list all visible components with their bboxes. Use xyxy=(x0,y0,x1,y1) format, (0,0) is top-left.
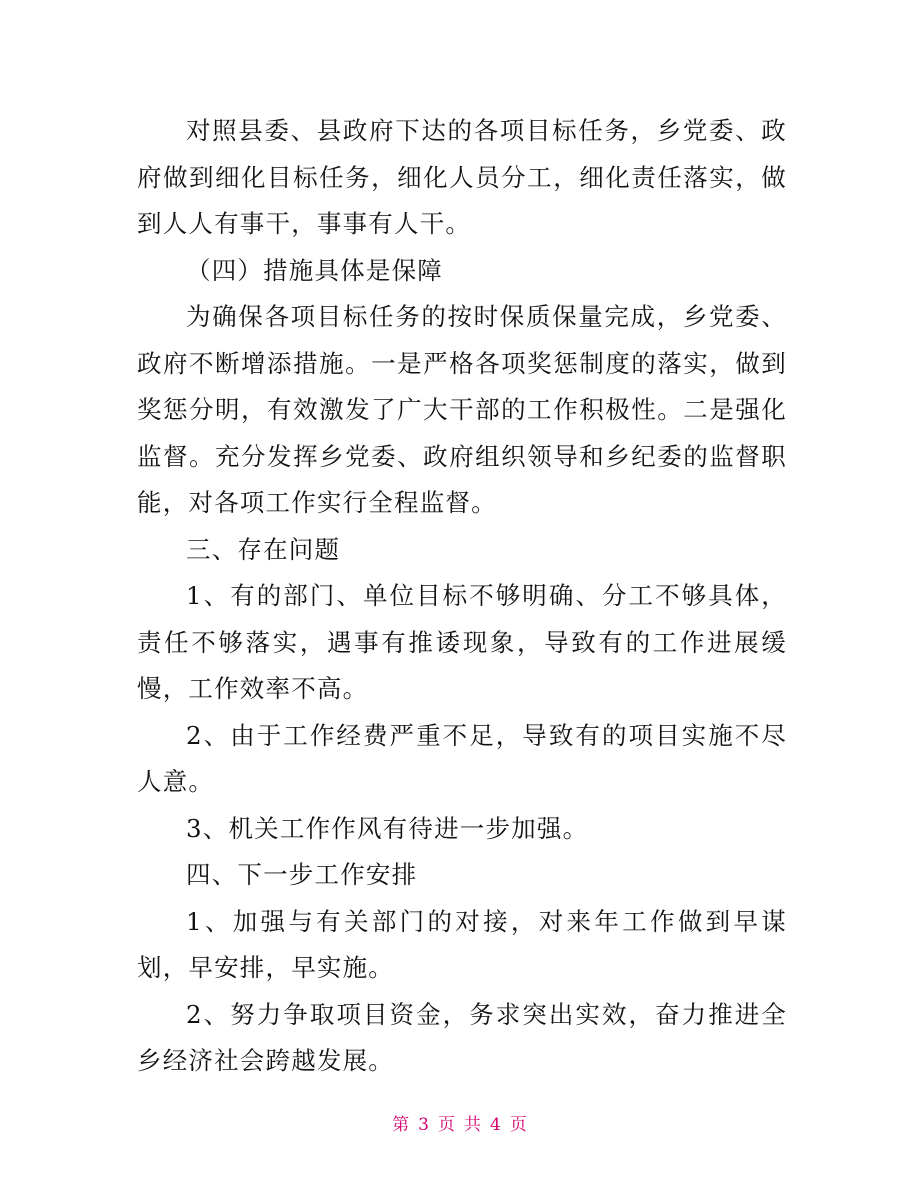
heading-measures: （四）措施具体是保障 xyxy=(186,255,443,285)
paragraph-problem-3: 3、机关工作作风有待进一步加强。 xyxy=(186,813,589,843)
footer-label-page-unit: 页 xyxy=(438,1115,456,1135)
paragraph-next-step-1: 1、加强与有关部门的对接，对来年工作做到早谋划，早安排，早实施。 xyxy=(137,906,787,982)
footer-total-pages: 4 xyxy=(490,1115,502,1135)
paragraph-targets-detail: 对照县委、县政府下达的各项目标任务，乡党委、政府做到细化目标任务，细化人员分工，细化责任落实，做到人人有事干，事事有人干。 xyxy=(137,116,787,238)
footer-label-total: 共 xyxy=(464,1115,482,1135)
footer-label-page: 第 xyxy=(392,1115,411,1135)
heading-problems: 三、存在问题 xyxy=(186,534,341,564)
paragraph-measures: 为确保各项目标任务的按时保质保量完成，乡党委、政府不断增添措施。一是严格各项奖惩制度的落实，做到奖惩分明，有效激发了广大干部的工作积极性。二是强化监督。充分发挥乡党委、政府组织领导和乡纪委的监督职能，对各项工作实行全程监督。 xyxy=(137,302,787,517)
paragraph-problem-1: 1、有的部门、单位目标不够明确、分工不够具体，责任不够落实，遇事有推诿现象，导致有的工作进展缓慢，工作效率不高。 xyxy=(137,581,787,703)
paragraph-next-step-2: 2、努力争取项目资金，务求突出实效，奋力推进全乡经济社会跨越发展。 xyxy=(137,999,787,1075)
paragraph-problem-2: 2、由于工作经费严重不足，导致有的项目实施不尽人意。 xyxy=(137,720,787,796)
heading-next-steps: 四、下一步工作安排 xyxy=(186,860,418,889)
document-body xyxy=(137,108,787,1085)
page-footer xyxy=(0,1110,920,1135)
footer-label-total-unit: 页 xyxy=(509,1115,528,1135)
footer-current-page: 3 xyxy=(418,1115,430,1135)
